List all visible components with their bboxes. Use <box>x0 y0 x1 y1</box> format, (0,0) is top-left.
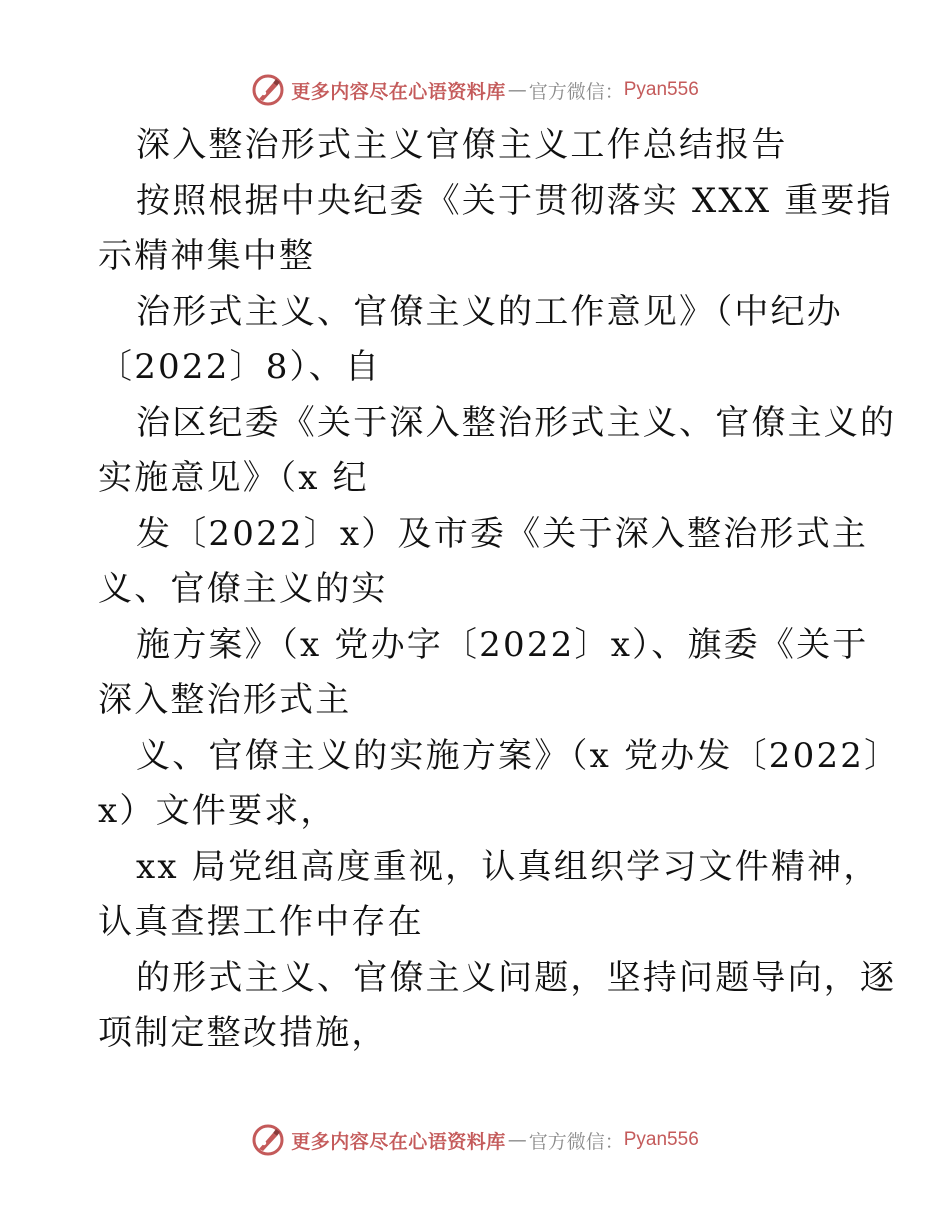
pen-circle-logo-icon <box>251 73 285 107</box>
paragraph-line: 施方案》（x 党办字〔2022〕x）、旗委《关于 <box>136 624 869 665</box>
paragraph-line: 的形式主义、官僚主义问题，坚持问题导向，逐 <box>136 957 897 998</box>
paragraph-line: 治区纪委《关于深入整治形式主义、官僚主义的 <box>136 402 897 443</box>
pen-circle-logo-icon <box>251 1123 285 1157</box>
header-watermark-banner <box>0 70 950 110</box>
banner-separator: — <box>507 79 527 101</box>
document-body <box>98 118 901 1062</box>
paragraph-line: 示精神集中整 <box>98 236 316 276</box>
banner-main-text: 更多内容尽在心语资料库 <box>291 1130 506 1153</box>
paragraph-line: 按照根据中央纪委《关于贯彻落实 XXX 重要指 <box>136 180 893 221</box>
paragraph-line: 〔2022〕8）、自 <box>98 347 382 387</box>
banner-main-text: 更多内容尽在心语资料库 <box>291 80 506 103</box>
paragraph-line: 治形式主义、官僚主义的工作意见》（中纪办 <box>136 291 843 332</box>
banner-separator: — <box>507 1129 527 1151</box>
paragraph-line: x）文件要求， <box>98 791 337 831</box>
paragraph-line: 深入整治形式主 <box>98 680 352 720</box>
footer-watermark-banner <box>0 1120 950 1160</box>
paragraph-line: 项制定整改措施， <box>98 1013 388 1053</box>
paragraph-line: 义、官僚主义的实施方案》（x 党办发〔2022〕 <box>136 735 901 776</box>
banner-wechat-label: 官方微信： <box>528 80 624 103</box>
paragraph-line: 认真查摆工作中存在 <box>98 902 424 942</box>
paragraph-line: 发〔2022〕x）及市委《关于深入整治形式主 <box>136 513 869 554</box>
paragraph-line: 义、官僚主义的实 <box>98 569 388 609</box>
banner-wechat-id: Pyan556 <box>623 79 699 100</box>
paragraph-line: 实施意见》（x 纪 <box>98 458 369 498</box>
document-title: 深入整治形式主义官僚主义工作总结报告 <box>136 125 788 165</box>
banner-wechat-id: Pyan556 <box>623 1129 699 1150</box>
paragraph-line: xx 局党组高度重视，认真组织学习文件精神， <box>136 846 880 887</box>
banner-wechat-label: 官方微信： <box>528 1130 624 1153</box>
